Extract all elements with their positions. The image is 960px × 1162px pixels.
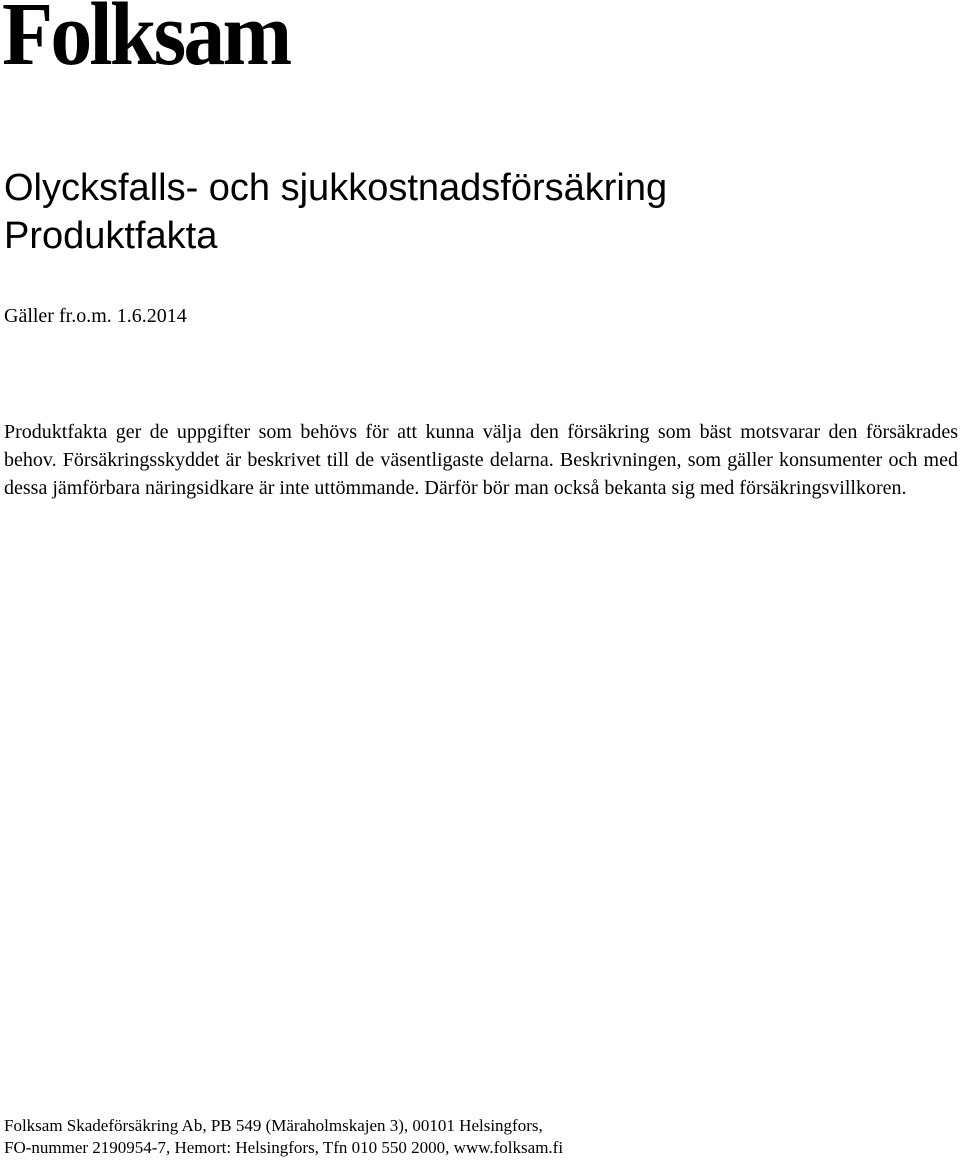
footer-line-2: FO-nummer 2190954-7, Hemort: Helsingfors, Tfn 010 550 2000, www.folksam.fi (4, 1138, 564, 1157)
intro-paragraph: Produktfakta ger de uppgifter som behövs för att kunna välja den försäkring som bäst motsvarar den försäkrades behov. Försäkringsskyddet är beskrivet till de väsentligaste delarna. Beskrivningen, som gäller konsumenter och med dessa jämförbara näringsidkare är inte uttömmande. Därför bör man också bekanta sig med försäkringsvillkoren. (4, 421, 958, 499)
page-title (4, 164, 667, 260)
footer-line-1: Folksam Skadeförsäkring Ab, PB 549 (Märaholmskajen 3), 00101 Helsingfors, (4, 1116, 543, 1135)
title-line-1: Olycksfalls- och sjukkostnadsförsäkring (4, 167, 668, 209)
folksam-logo: Folksam (2, 0, 290, 84)
title-line-2: Produktfakta (4, 215, 218, 257)
footer (4, 1115, 563, 1159)
validity-date: Gäller fr.o.m. 1.6.2014 (4, 305, 187, 327)
